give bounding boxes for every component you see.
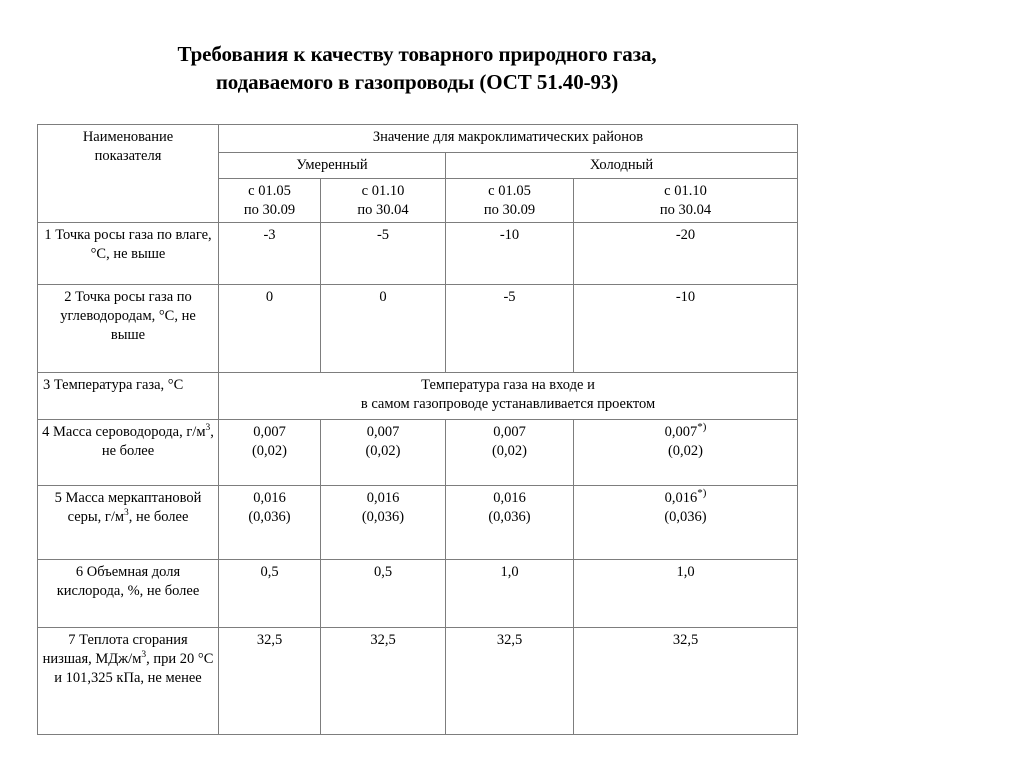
header-period-3-from: с 01.05 xyxy=(488,183,531,199)
table-row xyxy=(38,628,798,735)
header-period-1-from: с 01.05 xyxy=(248,183,291,199)
row-1-value-2: -5 xyxy=(321,223,446,285)
row-4-value-4-main: 0,007 xyxy=(664,424,698,440)
row-5-indicator-sup: 3 xyxy=(124,508,129,519)
row-3-merged-note xyxy=(219,373,798,420)
page-title-line-1: Требования к качеству товарного природного газа, xyxy=(177,42,657,66)
row-2-value-4: -10 xyxy=(574,285,798,373)
row-4-value-3-paren: (0,02) xyxy=(491,443,528,459)
row-2-value-3: -5 xyxy=(446,285,574,373)
table-row xyxy=(38,223,798,285)
header-indicator-name xyxy=(38,125,219,223)
header-period-3-to: по 30.09 xyxy=(483,202,536,218)
row-7-indicator-sup: 3 xyxy=(141,650,147,661)
spec-table-container xyxy=(37,124,797,735)
row-5-value-1-main: 0,016 xyxy=(253,490,286,506)
row-3-merged-note-line-2: в самом газопроводе устанавливается проектом xyxy=(360,396,656,412)
row-5-indicator-pre: 5 Масса меркаптановой серы, г/м xyxy=(54,490,202,525)
table-body xyxy=(38,223,798,735)
row-1-indicator: 1 Точка росы газа по влаге, °С, не выше xyxy=(38,223,219,285)
row-7-value-2: 32,5 xyxy=(321,628,446,735)
header-indicator-name-line-2: показателя xyxy=(94,148,162,164)
row-4-value-4-footnote-marker: *) xyxy=(697,421,707,434)
row-2-value-2: 0 xyxy=(321,285,446,373)
row-4-indicator-pre: 4 Масса сероводорода, г/м xyxy=(42,424,206,440)
row-5-value-4-main: 0,016 xyxy=(664,490,698,506)
page-title xyxy=(37,40,797,96)
header-period-3 xyxy=(446,179,574,223)
row-4-indicator xyxy=(38,420,219,486)
row-7-indicator-pre: 7 Теплота сгорания низшая, МДж/м xyxy=(42,632,188,667)
header-period-2-from: с 01.10 xyxy=(361,183,405,199)
header-period-2-to: по 30.04 xyxy=(357,202,409,218)
header-group-title: Значение для макроклиматических районов xyxy=(219,125,798,153)
row-6-value-4: 1,0 xyxy=(574,560,798,628)
row-4-value-2 xyxy=(321,420,446,486)
row-5-value-4-footnote-marker: *) xyxy=(697,487,707,500)
header-period-1-to: по 30.09 xyxy=(243,202,296,218)
row-5-value-2-main: 0,016 xyxy=(366,490,400,506)
row-4-value-2-main: 0,007 xyxy=(366,424,400,440)
row-4-value-1-main: 0,007 xyxy=(253,424,286,440)
row-5-value-3-paren: (0,036) xyxy=(488,509,531,525)
row-5-value-2-paren: (0,036) xyxy=(361,509,405,525)
row-4-value-2-paren: (0,02) xyxy=(365,443,401,459)
row-6-value-2: 0,5 xyxy=(321,560,446,628)
header-period-2 xyxy=(321,179,446,223)
row-4-value-3 xyxy=(446,420,574,486)
row-7-value-3: 32,5 xyxy=(446,628,574,735)
row-7-indicator-post: , при 20 °С и 101,325 кПа, не менее xyxy=(54,651,214,686)
table-row xyxy=(38,486,798,560)
row-2-value-1: 0 xyxy=(219,285,321,373)
row-7-value-1: 32,5 xyxy=(219,628,321,735)
row-6-indicator: 6 Объемная доля кислорода, %, не более xyxy=(38,560,219,628)
header-region-moderate: Умеренный xyxy=(219,153,446,179)
row-3-indicator: 3 Температура газа, °С xyxy=(38,373,219,420)
gas-quality-table xyxy=(37,124,798,735)
row-4-value-4 xyxy=(574,420,798,486)
table-header-row-group xyxy=(38,125,798,153)
row-3-merged-note-line-1: Температура газа на входе и xyxy=(421,377,595,393)
row-7-value-4: 32,5 xyxy=(574,628,798,735)
header-period-4-to: по 30.04 xyxy=(659,202,712,218)
row-5-indicator xyxy=(38,486,219,560)
row-4-value-3-main: 0,007 xyxy=(493,424,526,440)
header-indicator-name-line-1: Наименование xyxy=(82,129,174,145)
row-6-value-1: 0,5 xyxy=(219,560,321,628)
table-row xyxy=(38,285,798,373)
row-4-value-1 xyxy=(219,420,321,486)
row-4-indicator-post: , не более xyxy=(101,424,214,459)
row-5-value-3 xyxy=(446,486,574,560)
table-row xyxy=(38,373,798,420)
table-header xyxy=(38,125,798,223)
row-4-value-1-paren: (0,02) xyxy=(251,443,288,459)
table-row xyxy=(38,560,798,628)
header-period-4 xyxy=(574,179,798,223)
row-5-value-1 xyxy=(219,486,321,560)
row-4-indicator-sup: 3 xyxy=(205,423,211,434)
row-1-value-1: -3 xyxy=(219,223,321,285)
row-1-value-4: -20 xyxy=(574,223,798,285)
row-7-indicator xyxy=(38,628,219,735)
row-5-value-2 xyxy=(321,486,446,560)
header-period-4-from: с 01.10 xyxy=(664,183,707,199)
row-5-value-3-main: 0,016 xyxy=(493,490,526,506)
row-5-value-4 xyxy=(574,486,798,560)
row-2-indicator: 2 Точка росы газа по углеводородам, °С, не выше xyxy=(38,285,219,373)
row-5-value-1-paren: (0,036) xyxy=(248,509,291,525)
row-5-value-4-paren: (0,036) xyxy=(664,509,707,525)
page-title-line-2: подаваемого в газопроводы (ОСТ 51.40-93) xyxy=(215,70,619,94)
row-5-indicator-post: , не более xyxy=(128,509,189,525)
row-6-value-3: 1,0 xyxy=(446,560,574,628)
header-region-cold: Холодный xyxy=(446,153,798,179)
header-period-1 xyxy=(219,179,321,223)
row-4-value-4-paren: (0,02) xyxy=(667,443,704,459)
table-row xyxy=(38,420,798,486)
row-1-value-3: -10 xyxy=(446,223,574,285)
